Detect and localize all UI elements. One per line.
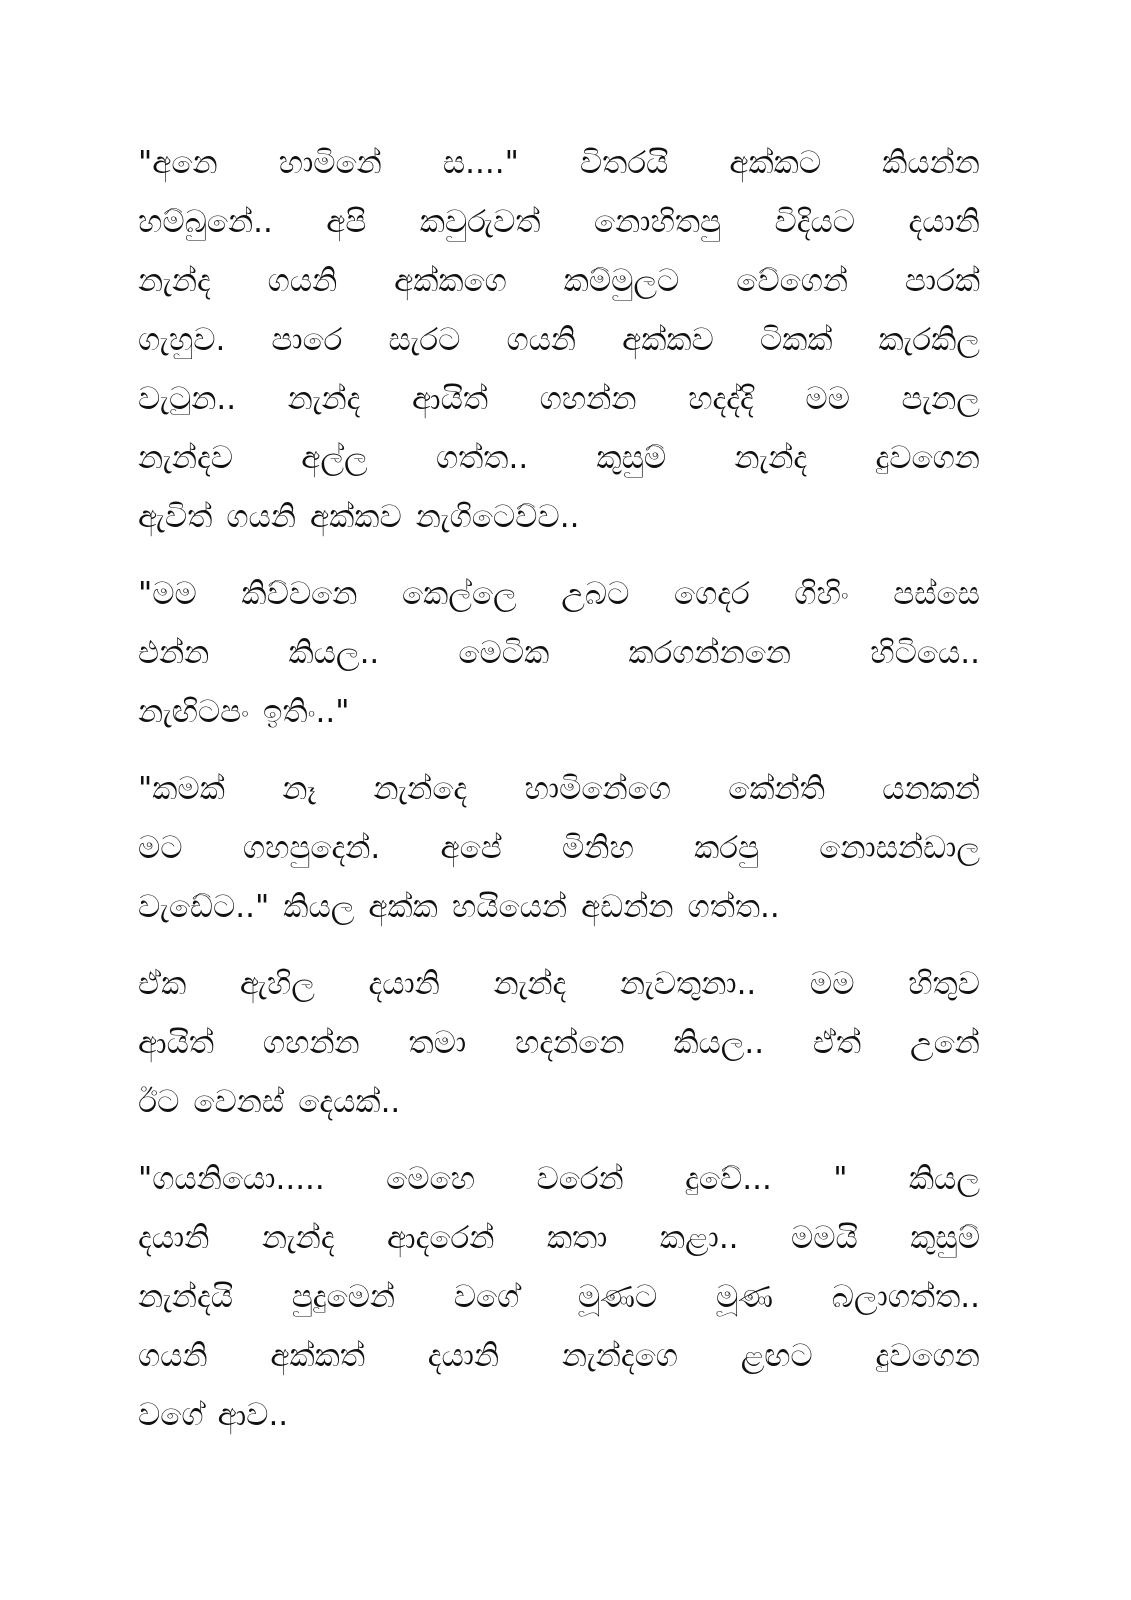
word: අපි: [326, 204, 367, 240]
text-line: [138, 429, 980, 488]
word: ආදරෙන්: [387, 1220, 495, 1256]
word: ස....": [442, 145, 519, 181]
word: අක්කත්: [270, 1338, 365, 1374]
word: මම: [805, 381, 850, 417]
text-line: [138, 1386, 980, 1445]
word: ටිකක්: [759, 322, 833, 358]
word: දෙයක්..: [298, 1084, 401, 1120]
word: ඇහිල: [239, 966, 315, 1002]
word: උබට: [561, 576, 630, 612]
word: විතරයි: [579, 145, 669, 181]
word: මෙටික: [458, 635, 550, 671]
word: නැන්දයි: [138, 1279, 234, 1315]
word: ගෙදර: [673, 576, 750, 612]
word: තමා: [408, 1025, 467, 1061]
text-line: [138, 488, 980, 547]
word: පැනල: [901, 381, 980, 417]
word: කෙල්ලෙ: [402, 576, 517, 612]
word: නැන්දගෙ: [561, 1338, 678, 1374]
text-line: [138, 878, 980, 937]
word: හාමිනේගෙ: [524, 771, 671, 807]
text-line: [138, 1268, 980, 1327]
paragraph: [138, 760, 980, 937]
text-line: [138, 565, 980, 624]
word: "අනෙ: [138, 145, 218, 181]
word: ගත්ත..: [687, 889, 780, 925]
word: කියල..: [673, 1025, 765, 1061]
word: නැන්ද: [734, 440, 808, 476]
word: නැඟිටපං: [138, 694, 250, 730]
word: දුවගෙන: [875, 1338, 980, 1374]
word: දයානි: [908, 204, 980, 240]
word: කියල: [908, 1161, 980, 1197]
word: නැන්දෙ: [373, 771, 468, 807]
word: ළඟට: [740, 1338, 813, 1374]
word: අක්කව: [622, 322, 714, 358]
paragraph: [138, 565, 980, 742]
word: ගයනි: [506, 322, 577, 358]
word: කුසුම්: [910, 1220, 980, 1256]
word: බලාගත්ත..: [831, 1279, 980, 1315]
word: දුවගෙන: [875, 440, 980, 476]
word: වැටුන..: [138, 381, 237, 417]
word: නැන්ද: [138, 263, 211, 299]
text-line: [138, 760, 980, 819]
word: කළා..: [659, 1220, 739, 1256]
text-line: [138, 955, 980, 1014]
word: නැන්ද: [287, 381, 361, 417]
word: ගයනි: [138, 1338, 208, 1374]
word: කැරකිල: [878, 322, 980, 358]
word: හදන්නෙ: [514, 1025, 625, 1061]
text-line: [138, 624, 980, 683]
word: හිතුව: [908, 966, 980, 1002]
word: ආයිත්: [138, 1025, 215, 1061]
word: "ගයනියො.....: [138, 1161, 325, 1197]
word: උනේ: [909, 1025, 980, 1061]
word: නැන්දව: [138, 440, 234, 476]
word: ගිහිං: [794, 576, 849, 612]
word: නෑ: [282, 771, 317, 807]
word: ගයනි: [267, 263, 338, 299]
text-line: [138, 193, 980, 252]
word: වෙනස්: [193, 1084, 285, 1120]
word: ගත්ත..: [435, 440, 529, 476]
word: කවුරුවත්: [419, 204, 541, 240]
text-line: [138, 1014, 980, 1073]
word: වගේ: [138, 1397, 204, 1433]
word: කියල: [283, 889, 355, 925]
word: විදියට: [774, 204, 856, 240]
word: මූණ: [715, 1279, 774, 1315]
text-line: [138, 311, 980, 370]
word: කේන්ති: [728, 771, 825, 807]
paragraph: [138, 134, 980, 547]
word: පාරක්: [904, 263, 980, 299]
text-line: [138, 134, 980, 193]
word: හිටියෙ..: [870, 635, 980, 671]
word: මෙහෙ: [386, 1161, 476, 1197]
word: අපේ: [440, 830, 502, 866]
text-line: [138, 1327, 980, 1386]
word: හදද්දි: [688, 381, 754, 417]
word: "කමක්: [138, 771, 225, 807]
paragraph: [138, 1150, 980, 1445]
word: අක්කව: [310, 499, 402, 535]
word: ආයිත්: [412, 381, 489, 417]
word: අක්කට: [729, 145, 822, 181]
word: හයියෙන්: [451, 889, 568, 925]
word: දයානි: [427, 1338, 500, 1374]
word: වරෙන්: [536, 1161, 624, 1197]
word: නැගිටෙව්ව..: [415, 499, 580, 535]
word: කියන්න: [882, 145, 980, 181]
word: ඇවිත්: [138, 499, 213, 535]
word: කරගන්නනෙ: [628, 635, 792, 671]
word: හම්බුනේ..: [138, 204, 273, 240]
word: කියල..: [288, 635, 380, 671]
word: නැන්ද: [493, 966, 567, 1002]
word: මිනිහ: [561, 830, 634, 866]
word: නැන්ද: [261, 1220, 335, 1256]
word: නොසන්ඩාල: [819, 830, 980, 866]
word: ගයනි: [226, 499, 297, 535]
word: පුදුමෙන්: [291, 1279, 396, 1315]
word: කතා: [546, 1220, 608, 1256]
word: ගහන්න: [262, 1025, 360, 1061]
word: ": [833, 1161, 848, 1197]
word: දයානි: [368, 966, 440, 1002]
word: ඉතිං..": [263, 694, 350, 730]
word: අක්කගෙ: [394, 263, 507, 299]
word: කිව්වනෙ: [241, 576, 358, 612]
word: මට: [138, 830, 183, 866]
text-line: [138, 1209, 980, 1268]
text-line: [138, 819, 980, 878]
word: "මම: [138, 576, 197, 612]
word: ඒක: [138, 966, 187, 1002]
word: පාරෙ: [271, 322, 343, 358]
paragraph: [138, 955, 980, 1132]
word: ඊට: [138, 1084, 180, 1120]
word: මූණට: [577, 1279, 658, 1315]
word: අක්ක: [368, 889, 438, 925]
word: මම: [809, 966, 855, 1002]
word: ගහන්න: [539, 381, 637, 417]
word: දයානි: [138, 1220, 210, 1256]
word: සැරට: [388, 322, 461, 358]
word: යනකන්: [882, 771, 980, 807]
word: කම්මුලට: [563, 263, 680, 299]
word: කරපු: [694, 830, 759, 866]
word: ඒත්: [812, 1025, 862, 1061]
text-line: [138, 683, 980, 742]
document-page: [138, 134, 980, 1463]
text-line: [138, 1150, 980, 1209]
word: එන්න: [138, 635, 210, 671]
word: වගේ: [453, 1279, 520, 1315]
word: අඩන්න: [581, 889, 674, 925]
word: දුවේ...: [685, 1161, 772, 1197]
word: ගැහුව.: [138, 322, 226, 358]
word: වේගෙන්: [736, 263, 849, 299]
text-line: [138, 252, 980, 311]
word: අල්ල: [301, 440, 368, 476]
word: නොහිතපු: [594, 204, 722, 240]
word: ආව..: [217, 1397, 289, 1433]
word: ගහපුදෙන්.: [242, 830, 381, 866]
word: පස්සෙ: [893, 576, 980, 612]
word: කුසුම්: [596, 440, 667, 476]
word: මමයි: [790, 1220, 858, 1256]
word: හාමිනේ: [278, 145, 382, 181]
word: වැඩේට..": [138, 889, 270, 925]
word: නැවතුනා..: [619, 966, 757, 1002]
text-line: [138, 370, 980, 429]
text-line: [138, 1073, 980, 1132]
